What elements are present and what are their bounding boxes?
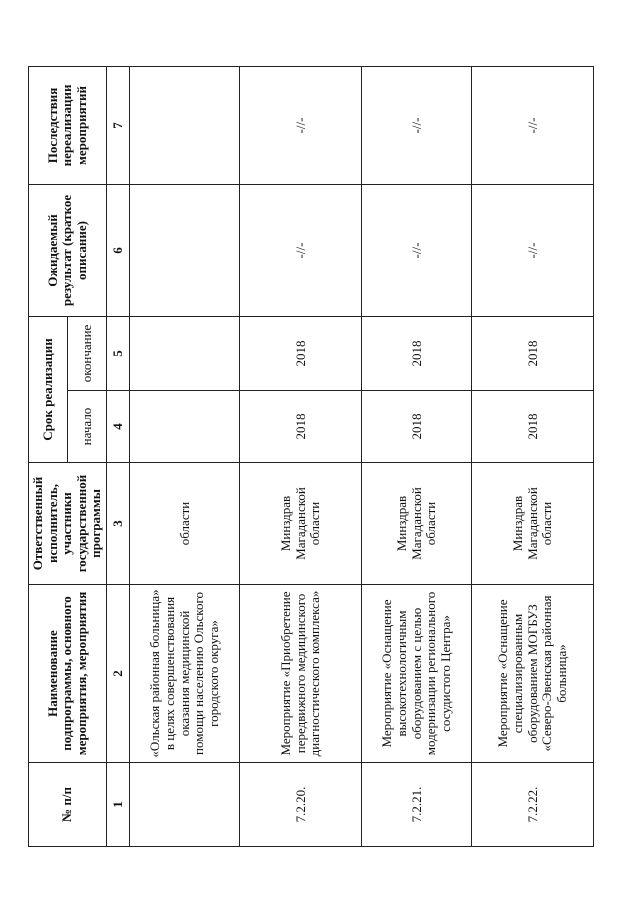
table-row	[130, 66, 240, 846]
row-start: 2018	[240, 391, 362, 463]
row-consequences: -//-	[362, 66, 472, 184]
row-start	[130, 391, 240, 463]
table-row	[472, 66, 594, 846]
row-result: -//-	[362, 184, 472, 316]
row-name: Мероприятие «Приобретение передвижного медицинского диагностического комплекса»	[240, 585, 362, 763]
row-consequences: -//-	[472, 66, 594, 184]
row-consequences: -//-	[240, 66, 362, 184]
row-executor: Минздрав Магаданской области	[472, 463, 594, 585]
row-end: 2018	[240, 316, 362, 390]
header-row-1	[29, 66, 68, 846]
row-num	[130, 763, 240, 847]
program-table	[28, 66, 594, 847]
row-start: 2018	[362, 391, 472, 463]
col-number-3: 3	[106, 463, 130, 585]
col-number-2: 2	[106, 585, 130, 763]
row-executor: области	[130, 463, 240, 585]
header-executor: Ответственный исполнитель, участники государственной программы	[29, 463, 107, 585]
row-consequences	[130, 66, 240, 184]
col-number-6: 6	[106, 184, 130, 316]
row-name: «Ольская районная больница» в целях совершенствования оказания медицинской помощи населению Ольского городского округа»	[130, 585, 240, 763]
row-num: 7.2.21.	[362, 763, 472, 847]
header-period: Срок реализации	[29, 316, 68, 462]
header-num: № п/п	[29, 763, 107, 847]
row-name: Мероприятие «Оснащение специализированным оборудованием МОГБУЗ «Северо-Эвенская районная больница»	[472, 585, 594, 763]
row-executor: Минздрав Магаданской области	[240, 463, 362, 585]
table-row	[362, 66, 472, 846]
row-num: 7.2.20.	[240, 763, 362, 847]
row-executor: Минздрав Магаданской области	[362, 463, 472, 585]
col-number-1: 1	[106, 763, 130, 847]
row-result: -//-	[472, 184, 594, 316]
header-name: Наименование подпрограммы, основного мероприятия, мероприятия	[29, 585, 107, 763]
header-result: Ожидаемый результат (краткое описание)	[29, 184, 107, 316]
row-end	[130, 316, 240, 390]
row-start: 2018	[472, 391, 594, 463]
row-end: 2018	[472, 316, 594, 390]
column-numbers-row	[106, 66, 130, 846]
row-end: 2018	[362, 316, 472, 390]
row-num: 7.2.22.	[472, 763, 594, 847]
table-row	[240, 66, 362, 846]
row-result	[130, 184, 240, 316]
col-number-4: 4	[106, 391, 130, 463]
header-consequences: Последствия нереализации мероприятий	[29, 66, 107, 184]
col-number-7: 7	[106, 66, 130, 184]
row-result: -//-	[240, 184, 362, 316]
col-number-5: 5	[106, 316, 130, 390]
header-start: начало	[67, 391, 106, 463]
header-end: окончание	[67, 316, 106, 390]
row-name: Мероприятие «Оснащение высокотехнологичным оборудованием с целью модернизации регионального сосудистого Центра»	[362, 585, 472, 763]
